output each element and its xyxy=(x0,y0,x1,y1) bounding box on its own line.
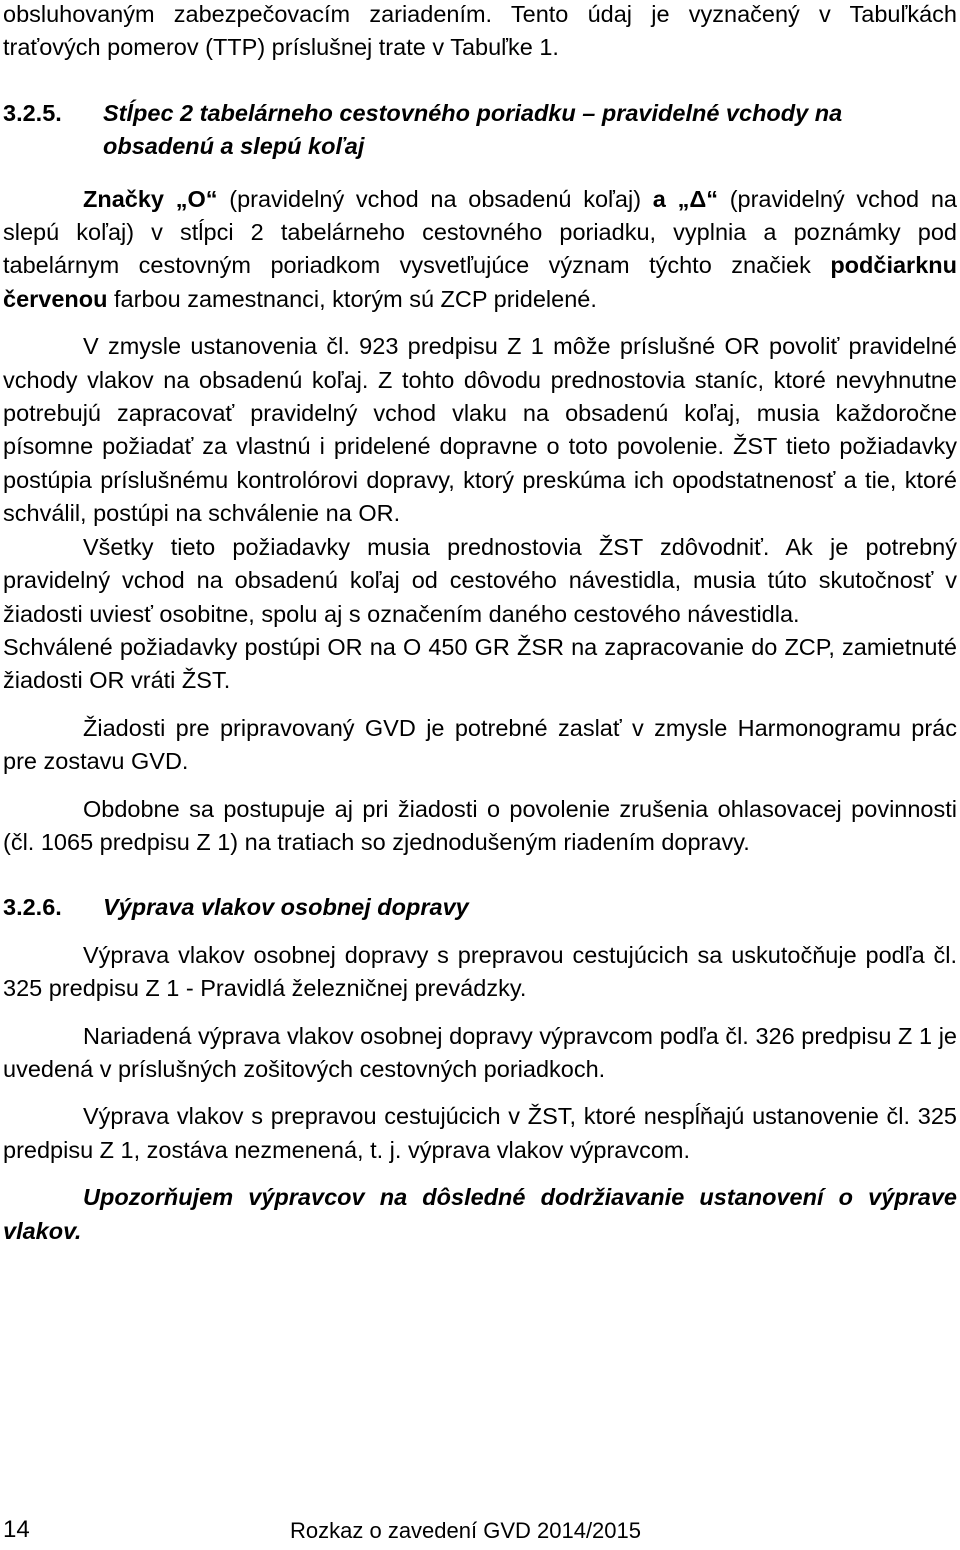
page-number: 14 xyxy=(3,1516,30,1543)
paragraph-zmysle: V zmysle ustanovenia čl. 923 predpisu Z 1 môže príslušné OR povoliť pravidelné vchody vlakov na obsadenú koľaj. Z tohto dôvodu prednostovia staníc, ktoré nevyhnutne potrebujú zapracovať pravidelný vchod vlaku na obsadenú koľaj, musia každoročne písomne požiadať za vlastnú i pridelené dopravne o toto povolenie. ŽST tieto požiadavky postúpia príslušnému kontrolórovi dopravy, ktorý preskúma ich opodstatnenosť a tie, ktoré schválil, postúpi na schválenie na OR. xyxy=(3,333,957,527)
section-title: Stĺpec 2 tabelárneho cestovného poriadku – pravidelné vchody na obsadenú a slepú koľaj xyxy=(103,99,843,160)
section-number: 3.2.6. xyxy=(3,894,62,921)
paragraph-ziadosti: Žiadosti pre pripravovaný GVD je potrebné zaslať v zmysle Harmonogramu prác pre zostavu GVD. xyxy=(3,714,957,775)
section-3-2-6-heading xyxy=(3,891,957,924)
bold-text: a „Δ“ xyxy=(652,185,718,212)
paragraph-schvalene: Schválené požiadavky postúpi OR na O 450 GR ŽSR na zapracovanie do ZCP, zamietnuté žiadosti OR vráti ŽST. xyxy=(3,633,957,694)
paragraph-nariadena: Nariadená výprava vlakov osobnej dopravy výpravcom podľa čl. 326 predpisu Z 1 je uvedená v príslušných zošitových cestovných poriadkoch. xyxy=(3,1022,957,1082)
intro-paragraph: obsluhovaným zabezpečovacím zariadením. Tento údaj je vyznačený v Tabuľkách traťových pomerov (TTP) príslušnej trate v Tabuľke 1. xyxy=(3,1,957,61)
paragraph-znacky xyxy=(3,183,957,317)
paragraph-upozornujem: Upozorňujem výpravcov na dôsledné dodržiavanie ustanovení o výprave vlakov. xyxy=(3,1184,957,1244)
page-footer xyxy=(3,1516,957,1546)
document-page xyxy=(3,0,957,1248)
bold-text: podčiarknu červenou xyxy=(3,252,957,312)
paragraph-vsetky: Všetky tieto požiadavky musia prednostovia ŽST zdôvodniť. Ak je potrebný pravidelný vchod na obsadenú koľaj od cestového návestidla, musia túto skutočnosť v žiadosti uviesť osobitne, spolu aj s označením daného cestového návestidla. xyxy=(3,533,957,627)
text-span: (pravidelný vchod na slepú koľaj) v stĺpci 2 tabelárneho cestovného poriadku, vyplnia a poznámky pod tabelárnym cestovným poriadkom vysvetľujúce význam týchto značiek xyxy=(3,185,957,279)
text-span: farbou zamestnanci, ktorým sú ZCP pridelené. xyxy=(107,285,597,312)
section-3-2-5-heading xyxy=(3,97,957,164)
bold-text: Značky „O“ xyxy=(83,185,218,212)
section-number: 3.2.5. xyxy=(3,99,62,126)
section-title: Výprava vlakov osobnej dopravy xyxy=(103,894,469,921)
paragraph-vyprava-1: Výprava vlakov osobnej dopravy s prepravou cestujúcich sa uskutočňuje podľa čl. 325 predpisu Z 1 - Pravidlá železničnej prevádzky. xyxy=(3,941,957,1002)
paragraph-obdobne: Obdobne sa postupuje aj pri žiadosti o povolenie zrušenia ohlasovacej povinnosti (čl. 1065 predpisu Z 1) na tratiach so zjednodušeným riadením dopravy. xyxy=(3,795,957,855)
footer-document-title: Rozkaz o zavedení GVD 2014/2015 xyxy=(290,1518,642,1543)
text-span: (pravidelný vchod na obsadenú koľaj) xyxy=(217,185,653,212)
paragraph-vyprava-2: Výprava vlakov s prepravou cestujúcich v ŽST, ktoré nespĺňajú ustanovenie čl. 325 predpisu Z 1, zostáva nezmenená, t. j. výprava vlakov výpravcom. xyxy=(3,1103,957,1163)
